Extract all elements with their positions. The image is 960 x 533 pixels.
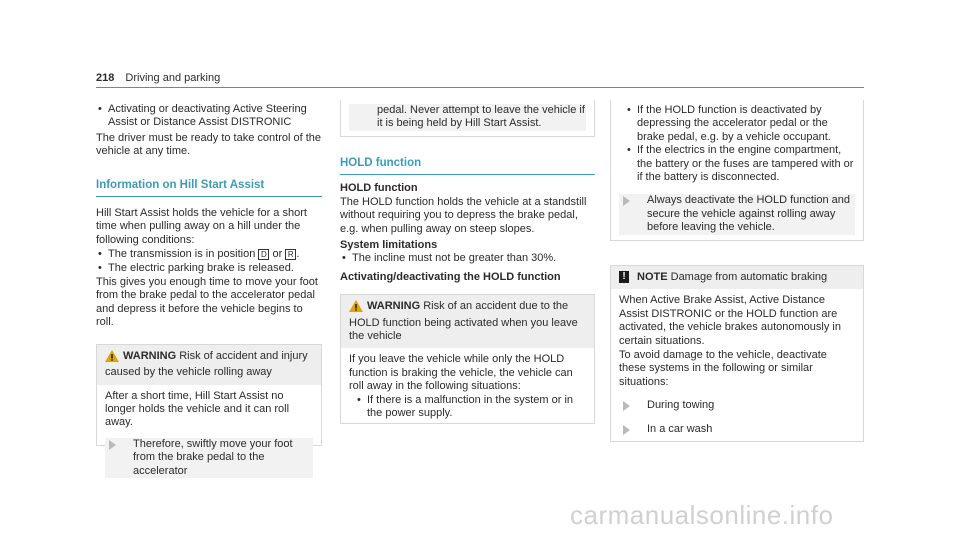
note-label: NOTE — [637, 271, 668, 283]
section-title-hold: HOLD function — [340, 157, 595, 175]
column-2 — [340, 100, 595, 424]
warning-body — [341, 348, 594, 425]
action-row — [619, 423, 855, 436]
list-item: • If the HOLD function is deactivated by depressing the accelerator pedal or the brake pedal, e.g. by a vehicle occupant. — [625, 104, 855, 144]
action-row — [349, 104, 586, 131]
note-text-1: When Active Brake Assist, Active Distance Assist DISTRONIC or the HOLD function are activated, the vehicle brakes autonomously in certain situations. — [619, 294, 841, 347]
hill-start-intro: Hill Start Assist holds the vehicle for a short time when pulling away on a hill under the following conditions: — [96, 207, 307, 246]
header-section-title: Driving and parking — [125, 72, 221, 84]
arrow-right-icon — [623, 401, 630, 411]
condition-text: The transmission is in position — [108, 248, 256, 261]
gear-r-symbol: R — [285, 249, 296, 260]
list-item: • Activating or deactivating Active Steering Assist or Distance Assist DISTRONIC — [96, 103, 322, 130]
warning-label: WARNING — [123, 349, 177, 362]
note-action: In a car wash — [647, 422, 713, 435]
warning-header — [341, 295, 594, 348]
warning-header — [97, 345, 321, 385]
section-title-hill-start: Information on Hill Start Assist — [96, 179, 322, 197]
header-divider — [96, 87, 864, 88]
warning-head: Risk of an accident due to the HOLD function being activated when you leave the vehicle — [349, 300, 578, 343]
action-row — [619, 194, 855, 234]
note-body — [611, 289, 863, 441]
warning-text: If you leave the vehicle while only the HOLD function is braking the vehicle, the vehicle can roll away in the following situations: — [349, 353, 573, 393]
page-header — [96, 72, 220, 84]
condition-or: or — [272, 248, 283, 261]
hold-title: HOLD function — [340, 182, 418, 195]
warning-box — [340, 294, 595, 424]
condition-period: . — [296, 248, 300, 261]
activating-title: Activating/deactivating the HOLD function — [340, 270, 561, 283]
note-action: During towing — [647, 399, 715, 412]
warning-box-continued — [610, 100, 864, 241]
column-1 — [96, 103, 322, 477]
gives-time-text: This gives you enough time to move your foot from the brake pedal to the accelerator pedal and depress it before the vehicle begins to roll. — [96, 276, 318, 329]
warning-triangle-icon — [105, 350, 123, 366]
warning-text: After a short time, Hill Start Assist no longer holds the vehicle and it can roll away. — [105, 389, 290, 429]
column-3 — [610, 100, 864, 442]
list-item: • The incline must not be greater than 30%. — [340, 252, 595, 265]
gear-d-symbol: D — [258, 249, 269, 260]
list-item: • If the electrics in the engine compartment, the battery or the fuses are tampered with or if the battery is disconnected. — [625, 144, 855, 184]
warning-head: Risk of accident and injury caused by the vehicle rolling away — [105, 349, 308, 379]
action-row — [105, 438, 313, 478]
list-item: • The electric parking brake is released. — [96, 262, 322, 275]
warning-body — [97, 385, 321, 483]
continued-action: pedal. Never attempt to leave the vehicle if it is being held by Hill Start Assist. — [377, 104, 585, 130]
limits-title: System limitations — [340, 239, 438, 252]
action-row — [619, 399, 855, 412]
arrow-right-icon — [623, 425, 630, 435]
arrow-right-icon — [623, 196, 630, 206]
note-header — [611, 266, 863, 289]
list-item: • If there is a malfunction in the system or in the power supply. — [355, 394, 586, 421]
page-number: 218 — [96, 72, 115, 84]
watermark: carmanualsonline.info — [570, 500, 834, 530]
arrow-right-icon — [109, 440, 116, 450]
warning-action: Therefore, swiftly move your foot from the brake pedal to the accelerator — [133, 437, 293, 477]
hold-action: Always deactivate the HOLD function and secure the vehicle against rolling away before leaving the vehicle. — [647, 194, 851, 234]
note-head: Damage from automatic braking — [670, 271, 828, 283]
note-text-2: To avoid damage to the vehicle, deactivate these systems in the following or similar situations: — [619, 349, 827, 388]
warning-triangle-icon — [349, 300, 367, 316]
warning-box — [96, 344, 322, 477]
hold-text: The HOLD function holds the vehicle at a standstill without requiring you to depress the brake pedal, e.g. when pulling away on steep slopes. — [340, 195, 587, 235]
note-exclamation-icon: ! — [619, 271, 629, 283]
list-item — [96, 248, 322, 261]
driver-text: The driver must be ready to take control of the vehicle at any time. — [96, 131, 322, 158]
warning-box-continued — [340, 100, 595, 137]
note-box — [610, 265, 864, 442]
warning-label: WARNING — [367, 300, 421, 313]
